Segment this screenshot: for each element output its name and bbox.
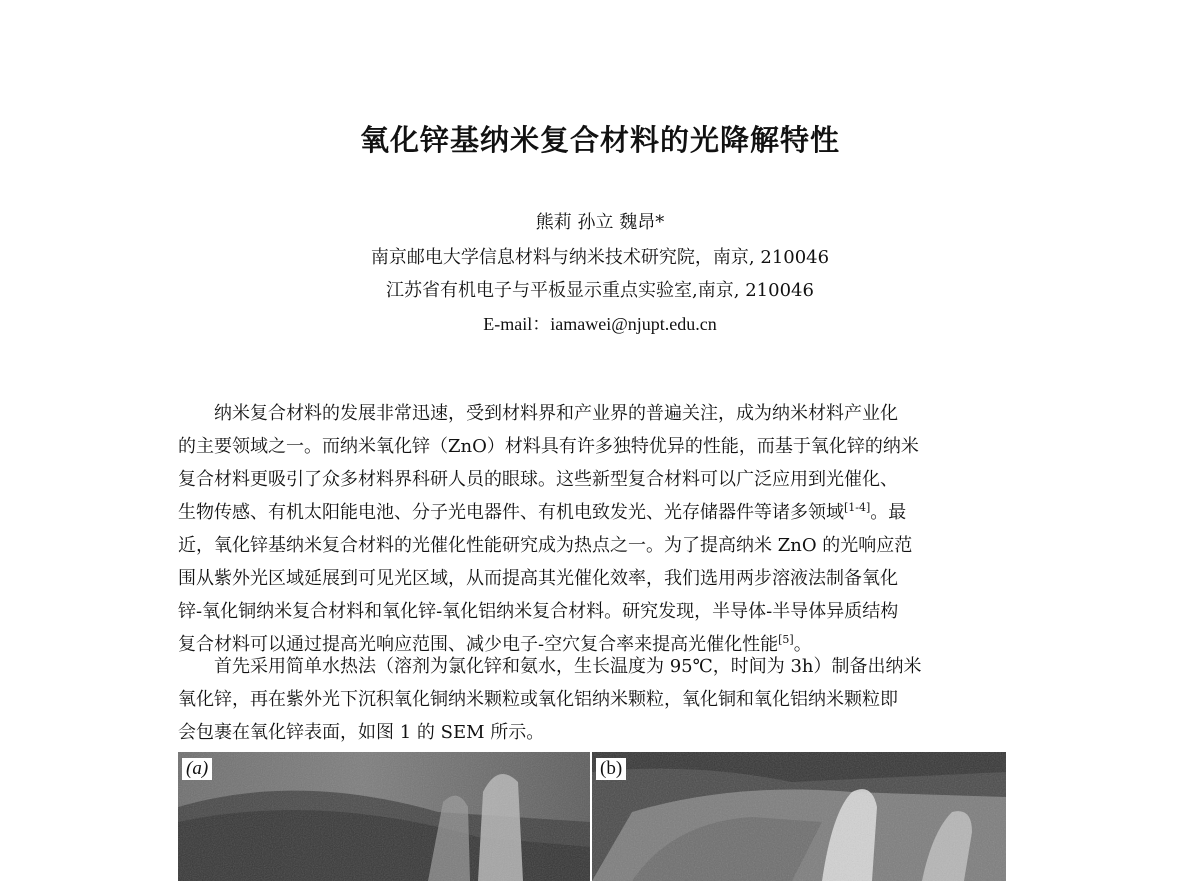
sem-figure-panel-a [178, 752, 590, 881]
sem-figure-panel-b [592, 752, 1006, 881]
text-line: 纳米复合材料的发展非常迅速，受到材料界和产业界的普遍关注，成为纳米材料产业化 [214, 403, 898, 424]
panel-label-b: (b) [596, 758, 626, 780]
text-line [178, 496, 1030, 529]
text-segment: 。最 [870, 502, 907, 523]
text-segment: 复合材料可以通过提高光响应范围、减少电子-空穴复合率来提高光催化性能 [178, 634, 779, 655]
text-line: 会包裹在氧化锌表面，如图 1 的 SEM 所示。 [178, 722, 545, 743]
text-line: 氧化锌，再在紫外光下沉积氧化铜纳米颗粒或氧化铝纳米颗粒，氧化铜和氧化铝纳米颗粒即 [178, 689, 898, 710]
sem-image-a [178, 752, 590, 881]
body-paragraph-1 [178, 397, 1030, 661]
citation-ref: [5] [778, 633, 794, 646]
panel-label-a: (a) [182, 758, 212, 780]
text-line: 的主要领域之一。而纳米氧化锌（ZnO）材料具有许多独特优异的性能，而基于氧化锌的纳米 [178, 436, 919, 457]
paper-title: 氧化锌基纳米复合材料的光降解特性 [359, 123, 840, 157]
contact-email [0, 310, 1200, 336]
text-segment: 生物传感、有机太阳能电池、分子光电器件、有机电致发光、光存储器件等诸多领域 [178, 502, 844, 523]
text-line: 围从紫外光区域延展到可见光区域，从而提高其光催化效率，我们选用两步溶液法制备氧化 [178, 568, 898, 589]
email-address: iamawei@njupt.edu.cn [550, 314, 717, 334]
text-line: 近，氧化锌基纳米复合材料的光催化性能研究成为热点之一。为了提高纳米 ZnO 的光响应范 [178, 535, 913, 556]
affiliation-1: 南京邮电大学信息材料与纳米技术研究院，南京, 210046 [370, 247, 830, 268]
sem-image-b [592, 752, 1006, 881]
text-line: 首先采用简单水热法（溶剂为氯化锌和氨水，生长温度为 95℃，时间为 3h）制备出纳米 [214, 656, 922, 677]
author-list: 熊莉 孙立 魏昂* [535, 212, 665, 233]
citation-ref: [1-4] [844, 501, 871, 514]
body-paragraph-2 [178, 650, 1030, 749]
email-label: E-mail： [483, 314, 551, 334]
affiliation-2: 江苏省有机电子与平板显示重点实验室,南京, 210046 [386, 280, 814, 301]
text-line: 复合材料更吸引了众多材料界科研人员的眼球。这些新型复合材料可以广泛应用到光催化、 [178, 469, 898, 490]
text-line: 锌-氧化铜纳米复合材料和氧化锌-氧化铝纳米复合材料。研究发现，半导体-半导体异质结构 [178, 601, 899, 622]
text-segment: 。 [793, 634, 812, 655]
